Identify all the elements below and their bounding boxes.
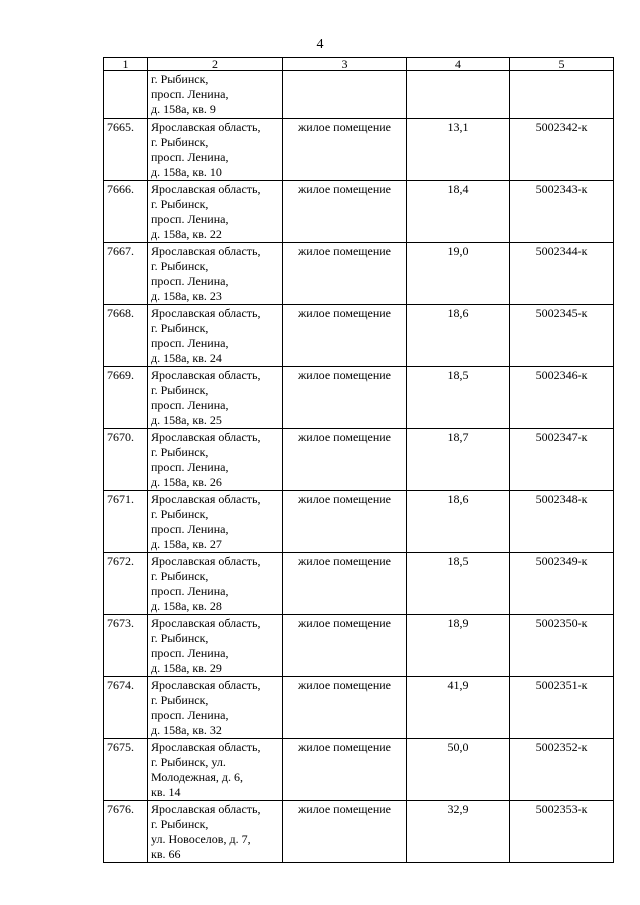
address-cell: Ярославская область, г. Рыбинск, просп. Ленина, д. 158а, кв. 29 <box>148 615 283 677</box>
address-cell: Ярославская область, г. Рыбинск, ул. Молодежная, д. 6, кв. 14 <box>148 739 283 801</box>
row-number: 7670. <box>104 429 148 491</box>
address-cell: Ярославская область, г. Рыбинск, просп. Ленина, д. 158а, кв. 10 <box>148 119 283 181</box>
registry-code-cell: 5002350-к <box>510 615 614 677</box>
area-cell: 18,6 <box>407 491 510 553</box>
area-cell: 32,9 <box>407 801 510 863</box>
row-number: 7668. <box>104 305 148 367</box>
area-cell: 18,7 <box>407 429 510 491</box>
area-cell <box>407 71 510 119</box>
table-row <box>104 553 614 615</box>
area-cell: 41,9 <box>407 677 510 739</box>
registry-code-cell: 5002348-к <box>510 491 614 553</box>
table-row <box>104 801 614 863</box>
registry-code-cell: 5002343-к <box>510 181 614 243</box>
column-header: 1 <box>104 58 148 71</box>
table-row <box>104 243 614 305</box>
property-type-cell: жилое помещение <box>283 181 407 243</box>
table-row <box>104 429 614 491</box>
registry-code-cell: 5002344-к <box>510 243 614 305</box>
address-cell: Ярославская область, г. Рыбинск, просп. Ленина, д. 158а, кв. 24 <box>148 305 283 367</box>
area-cell: 18,6 <box>407 305 510 367</box>
property-type-cell: жилое помещение <box>283 305 407 367</box>
address-cell: Ярославская область, г. Рыбинск, ул. Новоселов, д. 7, кв. 66 <box>148 801 283 863</box>
property-type-cell: жилое помещение <box>283 491 407 553</box>
column-header: 4 <box>407 58 510 71</box>
registry-code-cell <box>510 71 614 119</box>
property-type-cell <box>283 71 407 119</box>
property-type-cell: жилое помещение <box>283 801 407 863</box>
row-number: 7666. <box>104 181 148 243</box>
address-cell: Ярославская область, г. Рыбинск, просп. Ленина, д. 158а, кв. 28 <box>148 553 283 615</box>
row-number: 7673. <box>104 615 148 677</box>
registry-code-cell: 5002346-к <box>510 367 614 429</box>
registry-code-cell: 5002347-к <box>510 429 614 491</box>
property-type-cell: жилое помещение <box>283 429 407 491</box>
area-cell: 50,0 <box>407 739 510 801</box>
property-registry-table <box>103 57 614 863</box>
table-row <box>104 615 614 677</box>
column-header: 2 <box>148 58 283 71</box>
row-number: 7675. <box>104 739 148 801</box>
registry-code-cell: 5002349-к <box>510 553 614 615</box>
column-header: 5 <box>510 58 614 71</box>
column-header: 3 <box>283 58 407 71</box>
table-header-row <box>104 58 614 71</box>
property-type-cell: жилое помещение <box>283 367 407 429</box>
registry-code-cell: 5002342-к <box>510 119 614 181</box>
row-number <box>104 71 148 119</box>
property-type-cell: жилое помещение <box>283 677 407 739</box>
row-number: 7676. <box>104 801 148 863</box>
table-row <box>104 305 614 367</box>
row-number: 7672. <box>104 553 148 615</box>
registry-code-cell: 5002352-к <box>510 739 614 801</box>
area-cell: 18,4 <box>407 181 510 243</box>
property-type-cell: жилое помещение <box>283 243 407 305</box>
property-type-cell: жилое помещение <box>283 119 407 181</box>
table-row <box>104 739 614 801</box>
property-type-cell: жилое помещение <box>283 553 407 615</box>
address-cell: Ярославская область, г. Рыбинск, просп. Ленина, д. 158а, кв. 26 <box>148 429 283 491</box>
table-row <box>104 71 614 119</box>
address-cell: Ярославская область, г. Рыбинск, просп. Ленина, д. 158а, кв. 27 <box>148 491 283 553</box>
row-number: 7667. <box>104 243 148 305</box>
row-number: 7665. <box>104 119 148 181</box>
row-number: 7669. <box>104 367 148 429</box>
table-row <box>104 181 614 243</box>
area-cell: 18,9 <box>407 615 510 677</box>
table-row <box>104 367 614 429</box>
address-cell: Ярославская область, г. Рыбинск, просп. Ленина, д. 158а, кв. 25 <box>148 367 283 429</box>
area-cell: 18,5 <box>407 553 510 615</box>
address-cell: Ярославская область, г. Рыбинск, просп. Ленина, д. 158а, кв. 23 <box>148 243 283 305</box>
registry-code-cell: 5002345-к <box>510 305 614 367</box>
area-cell: 13,1 <box>407 119 510 181</box>
table-row <box>104 491 614 553</box>
property-type-cell: жилое помещение <box>283 615 407 677</box>
address-cell: Ярославская область, г. Рыбинск, просп. Ленина, д. 158а, кв. 22 <box>148 181 283 243</box>
address-cell: г. Рыбинск, просп. Ленина, д. 158а, кв. 9 <box>148 71 283 119</box>
area-cell: 19,0 <box>407 243 510 305</box>
registry-code-cell: 5002353-к <box>510 801 614 863</box>
address-cell: Ярославская область, г. Рыбинск, просп. Ленина, д. 158а, кв. 32 <box>148 677 283 739</box>
row-number: 7671. <box>104 491 148 553</box>
property-type-cell: жилое помещение <box>283 739 407 801</box>
area-cell: 18,5 <box>407 367 510 429</box>
table-row <box>104 677 614 739</box>
table-row <box>104 119 614 181</box>
registry-code-cell: 5002351-к <box>510 677 614 739</box>
page-number: 4 <box>316 37 324 52</box>
row-number: 7674. <box>104 677 148 739</box>
